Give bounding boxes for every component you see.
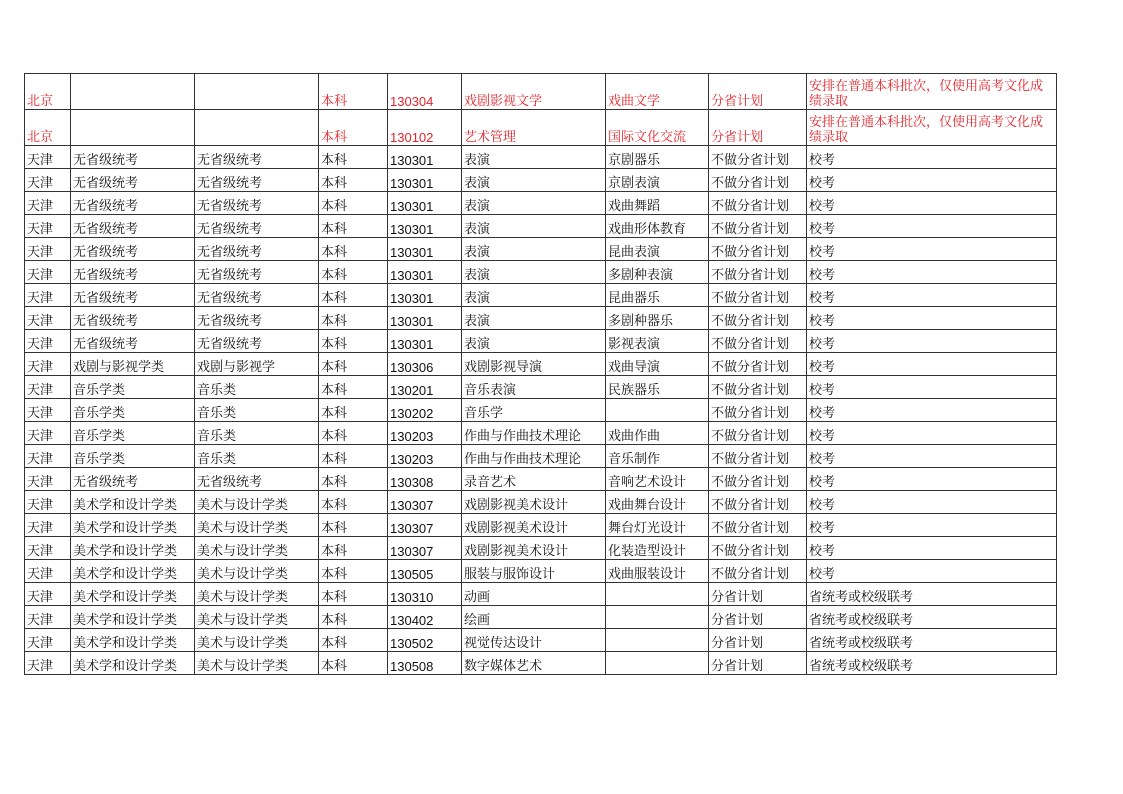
- cell-admission-method[interactable]: 校考: [807, 307, 1057, 330]
- cell-major-code[interactable]: 130301: [388, 330, 462, 353]
- cell-major-code[interactable]: 130202: [388, 399, 462, 422]
- cell-major-name[interactable]: 表演: [462, 192, 606, 215]
- cell-plan-type[interactable]: 不做分省计划: [709, 399, 807, 422]
- cell-plan-type[interactable]: 不做分省计划: [709, 192, 807, 215]
- cell-direction[interactable]: 戏曲舞蹈: [606, 192, 709, 215]
- cell-province[interactable]: 天津: [25, 514, 71, 537]
- cell-major-code[interactable]: 130301: [388, 284, 462, 307]
- cell-plan-type[interactable]: 不做分省计划: [709, 169, 807, 192]
- cell-admission-method[interactable]: 校考: [807, 238, 1057, 261]
- cell-direction[interactable]: 戏曲舞台设计: [606, 491, 709, 514]
- cell-subject-category[interactable]: 美术学和设计学类: [71, 629, 195, 652]
- cell-province[interactable]: 天津: [25, 146, 71, 169]
- table-row: [25, 583, 1057, 606]
- cell-plan-type[interactable]: 不做分省计划: [709, 146, 807, 169]
- cell-level[interactable]: 本科: [319, 629, 388, 652]
- cell-exam-category[interactable]: 戏剧与影视学: [195, 353, 319, 376]
- cell-major-code[interactable]: 130201: [388, 376, 462, 399]
- cell-direction[interactable]: 多剧种器乐: [606, 307, 709, 330]
- table-row: [25, 284, 1057, 307]
- cell-major-code[interactable]: 130502: [388, 629, 462, 652]
- cell-exam-category[interactable]: 美术与设计学类: [195, 652, 319, 675]
- cell-major-name[interactable]: 戏剧影视导演: [462, 353, 606, 376]
- cell-admission-method[interactable]: 校考: [807, 284, 1057, 307]
- cell-province[interactable]: 天津: [25, 468, 71, 491]
- cell-direction[interactable]: 昆曲器乐: [606, 284, 709, 307]
- cell-exam-category[interactable]: 音乐类: [195, 445, 319, 468]
- cell-province[interactable]: 天津: [25, 445, 71, 468]
- cell-major-name[interactable]: 艺术管理: [462, 110, 606, 146]
- cell-exam-category[interactable]: 美术与设计学类: [195, 491, 319, 514]
- table-body: [25, 74, 1057, 675]
- cell-level[interactable]: 本科: [319, 284, 388, 307]
- cell-major-code[interactable]: 130310: [388, 583, 462, 606]
- cell-admission-method[interactable]: 校考: [807, 215, 1057, 238]
- cell-direction[interactable]: [606, 399, 709, 422]
- cell-major-code[interactable]: 130307: [388, 491, 462, 514]
- cell-subject-category[interactable]: 美术学和设计学类: [71, 606, 195, 629]
- table-row: [25, 491, 1057, 514]
- cell-level[interactable]: 本科: [319, 192, 388, 215]
- cell-province[interactable]: 天津: [25, 215, 71, 238]
- table-row: [25, 537, 1057, 560]
- cell-major-name[interactable]: 录音艺术: [462, 468, 606, 491]
- cell-major-name[interactable]: 戏剧影视文学: [462, 74, 606, 110]
- cell-major-code[interactable]: 130301: [388, 307, 462, 330]
- cell-plan-type[interactable]: 不做分省计划: [709, 284, 807, 307]
- cell-subject-category[interactable]: 戏剧与影视学类: [71, 353, 195, 376]
- cell-plan-type[interactable]: 不做分省计划: [709, 261, 807, 284]
- cell-plan-type[interactable]: 不做分省计划: [709, 560, 807, 583]
- cell-major-name[interactable]: 表演: [462, 215, 606, 238]
- cell-major-code[interactable]: 130307: [388, 514, 462, 537]
- cell-plan-type[interactable]: 不做分省计划: [709, 491, 807, 514]
- cell-major-name[interactable]: 表演: [462, 146, 606, 169]
- cell-province[interactable]: 北京: [25, 110, 71, 146]
- admissions-table: [24, 73, 1057, 675]
- cell-major-code[interactable]: 130304: [388, 74, 462, 110]
- cell-level[interactable]: 本科: [319, 606, 388, 629]
- cell-plan-type[interactable]: 不做分省计划: [709, 215, 807, 238]
- cell-province[interactable]: 天津: [25, 629, 71, 652]
- cell-province[interactable]: 天津: [25, 652, 71, 675]
- table-row: [25, 261, 1057, 284]
- cell-plan-type[interactable]: 不做分省计划: [709, 537, 807, 560]
- cell-direction[interactable]: [606, 583, 709, 606]
- cell-exam-category[interactable]: 音乐类: [195, 399, 319, 422]
- table-row: [25, 353, 1057, 376]
- cell-exam-category[interactable]: 无省级统考: [195, 238, 319, 261]
- cell-admission-method[interactable]: 校考: [807, 330, 1057, 353]
- cell-exam-category[interactable]: 美术与设计学类: [195, 514, 319, 537]
- cell-subject-category[interactable]: 无省级统考: [71, 192, 195, 215]
- cell-level[interactable]: 本科: [319, 74, 388, 110]
- cell-level[interactable]: 本科: [319, 537, 388, 560]
- table-row: [25, 629, 1057, 652]
- cell-level[interactable]: 本科: [319, 468, 388, 491]
- cell-exam-category[interactable]: 音乐类: [195, 422, 319, 445]
- cell-plan-type[interactable]: 分省计划: [709, 606, 807, 629]
- cell-subject-category[interactable]: 无省级统考: [71, 169, 195, 192]
- cell-level[interactable]: 本科: [319, 307, 388, 330]
- cell-major-code[interactable]: 130508: [388, 652, 462, 675]
- cell-exam-category[interactable]: 无省级统考: [195, 284, 319, 307]
- cell-major-name[interactable]: 音乐表演: [462, 376, 606, 399]
- cell-direction[interactable]: 昆曲表演: [606, 238, 709, 261]
- cell-subject-category[interactable]: 音乐学类: [71, 422, 195, 445]
- cell-exam-category[interactable]: 美术与设计学类: [195, 583, 319, 606]
- cell-major-code[interactable]: 130308: [388, 468, 462, 491]
- cell-direction[interactable]: 化装造型设计: [606, 537, 709, 560]
- cell-admission-method[interactable]: 校考: [807, 491, 1057, 514]
- cell-admission-method[interactable]: 安排在普通本科批次，仅使用高考文化成绩录取: [807, 74, 1057, 110]
- cell-major-name[interactable]: 戏剧影视美术设计: [462, 537, 606, 560]
- cell-major-name[interactable]: 表演: [462, 307, 606, 330]
- cell-admission-method[interactable]: 校考: [807, 560, 1057, 583]
- cell-level[interactable]: 本科: [319, 445, 388, 468]
- cell-major-code[interactable]: 130306: [388, 353, 462, 376]
- cell-admission-method[interactable]: 校考: [807, 399, 1057, 422]
- cell-admission-method[interactable]: 省统考或校级联考: [807, 629, 1057, 652]
- cell-plan-type[interactable]: 分省计划: [709, 74, 807, 110]
- cell-level[interactable]: 本科: [319, 399, 388, 422]
- cell-province[interactable]: 天津: [25, 238, 71, 261]
- cell-level[interactable]: 本科: [319, 376, 388, 399]
- cell-direction[interactable]: [606, 652, 709, 675]
- table-row: [25, 169, 1057, 192]
- table-row: [25, 74, 1057, 110]
- cell-subject-category[interactable]: 无省级统考: [71, 307, 195, 330]
- cell-subject-category[interactable]: 无省级统考: [71, 215, 195, 238]
- table-row: [25, 399, 1057, 422]
- cell-major-code[interactable]: 130203: [388, 445, 462, 468]
- cell-province[interactable]: 天津: [25, 261, 71, 284]
- cell-exam-category[interactable]: 美术与设计学类: [195, 537, 319, 560]
- table-row: [25, 330, 1057, 353]
- cell-subject-category[interactable]: 美术学和设计学类: [71, 652, 195, 675]
- cell-province[interactable]: 天津: [25, 284, 71, 307]
- cell-direction[interactable]: 京剧器乐: [606, 146, 709, 169]
- cell-subject-category[interactable]: 无省级统考: [71, 284, 195, 307]
- cell-direction[interactable]: 戏曲文学: [606, 74, 709, 110]
- cell-admission-method[interactable]: 校考: [807, 468, 1057, 491]
- cell-major-code[interactable]: 130301: [388, 169, 462, 192]
- cell-major-name[interactable]: 表演: [462, 169, 606, 192]
- cell-admission-method[interactable]: 省统考或校级联考: [807, 606, 1057, 629]
- cell-major-name[interactable]: 音乐学: [462, 399, 606, 422]
- cell-plan-type[interactable]: 不做分省计划: [709, 422, 807, 445]
- cell-admission-method[interactable]: 校考: [807, 537, 1057, 560]
- cell-province[interactable]: 北京: [25, 74, 71, 110]
- cell-exam-category[interactable]: 无省级统考: [195, 330, 319, 353]
- cell-admission-method[interactable]: 省统考或校级联考: [807, 583, 1057, 606]
- cell-major-code[interactable]: 130102: [388, 110, 462, 146]
- cell-exam-category[interactable]: 无省级统考: [195, 192, 319, 215]
- cell-direction[interactable]: 戏曲导演: [606, 353, 709, 376]
- cell-direction[interactable]: 京剧表演: [606, 169, 709, 192]
- cell-exam-category[interactable]: 无省级统考: [195, 215, 319, 238]
- cell-major-code[interactable]: 130301: [388, 192, 462, 215]
- cell-major-code[interactable]: 130301: [388, 146, 462, 169]
- cell-province[interactable]: 天津: [25, 537, 71, 560]
- cell-plan-type[interactable]: 不做分省计划: [709, 307, 807, 330]
- cell-plan-type[interactable]: 不做分省计划: [709, 353, 807, 376]
- cell-admission-method[interactable]: 安排在普通本科批次，仅使用高考文化成绩录取: [807, 110, 1057, 146]
- cell-major-name[interactable]: 表演: [462, 238, 606, 261]
- cell-admission-method[interactable]: 校考: [807, 169, 1057, 192]
- cell-direction[interactable]: 国际文化交流: [606, 110, 709, 146]
- cell-direction[interactable]: 戏曲作曲: [606, 422, 709, 445]
- table-row: [25, 146, 1057, 169]
- cell-major-name[interactable]: 戏剧影视美术设计: [462, 491, 606, 514]
- cell-exam-category[interactable]: 无省级统考: [195, 146, 319, 169]
- cell-subject-category[interactable]: 无省级统考: [71, 468, 195, 491]
- cell-major-code[interactable]: 130402: [388, 606, 462, 629]
- cell-subject-category[interactable]: 美术学和设计学类: [71, 514, 195, 537]
- cell-admission-method[interactable]: 校考: [807, 445, 1057, 468]
- cell-subject-category[interactable]: [71, 110, 195, 146]
- cell-level[interactable]: 本科: [319, 583, 388, 606]
- cell-province[interactable]: 天津: [25, 330, 71, 353]
- cell-admission-method[interactable]: 校考: [807, 353, 1057, 376]
- cell-admission-method[interactable]: 校考: [807, 192, 1057, 215]
- cell-exam-category[interactable]: [195, 110, 319, 146]
- cell-subject-category[interactable]: 无省级统考: [71, 261, 195, 284]
- cell-admission-method[interactable]: 校考: [807, 422, 1057, 445]
- cell-level[interactable]: 本科: [319, 146, 388, 169]
- cell-level[interactable]: 本科: [319, 422, 388, 445]
- cell-level[interactable]: 本科: [319, 261, 388, 284]
- cell-plan-type[interactable]: 不做分省计划: [709, 330, 807, 353]
- cell-direction[interactable]: 音响艺术设计: [606, 468, 709, 491]
- table-row: [25, 238, 1057, 261]
- cell-level[interactable]: 本科: [319, 560, 388, 583]
- cell-major-code[interactable]: 130203: [388, 422, 462, 445]
- table-row: [25, 376, 1057, 399]
- table-row: [25, 307, 1057, 330]
- cell-direction[interactable]: 音乐制作: [606, 445, 709, 468]
- cell-exam-category[interactable]: [195, 74, 319, 110]
- table-row: [25, 652, 1057, 675]
- cell-major-name[interactable]: 服装与服饰设计: [462, 560, 606, 583]
- cell-major-name[interactable]: 作曲与作曲技术理论: [462, 422, 606, 445]
- cell-exam-category[interactable]: 美术与设计学类: [195, 560, 319, 583]
- cell-admission-method[interactable]: 校考: [807, 261, 1057, 284]
- cell-province[interactable]: 天津: [25, 192, 71, 215]
- cell-subject-category[interactable]: 美术学和设计学类: [71, 583, 195, 606]
- cell-direction[interactable]: [606, 629, 709, 652]
- cell-major-code[interactable]: 130301: [388, 261, 462, 284]
- table-row: [25, 445, 1057, 468]
- cell-major-code[interactable]: 130301: [388, 215, 462, 238]
- cell-plan-type[interactable]: 分省计划: [709, 110, 807, 146]
- cell-exam-category[interactable]: 无省级统考: [195, 169, 319, 192]
- cell-subject-category[interactable]: 音乐学类: [71, 399, 195, 422]
- cell-admission-method[interactable]: 省统考或校级联考: [807, 652, 1057, 675]
- cell-province[interactable]: 天津: [25, 491, 71, 514]
- cell-province[interactable]: 天津: [25, 169, 71, 192]
- cell-major-name[interactable]: 视觉传达设计: [462, 629, 606, 652]
- cell-major-name[interactable]: 表演: [462, 330, 606, 353]
- cell-level[interactable]: 本科: [319, 514, 388, 537]
- cell-exam-category[interactable]: 无省级统考: [195, 261, 319, 284]
- cell-province[interactable]: 天津: [25, 583, 71, 606]
- cell-province[interactable]: 天津: [25, 307, 71, 330]
- cell-level[interactable]: 本科: [319, 353, 388, 376]
- cell-major-name[interactable]: 表演: [462, 284, 606, 307]
- cell-major-name[interactable]: 绘画: [462, 606, 606, 629]
- cell-level[interactable]: 本科: [319, 169, 388, 192]
- cell-major-code[interactable]: 130505: [388, 560, 462, 583]
- table-row: [25, 560, 1057, 583]
- cell-major-name[interactable]: 动画: [462, 583, 606, 606]
- table-row: [25, 215, 1057, 238]
- cell-province[interactable]: 天津: [25, 560, 71, 583]
- cell-admission-method[interactable]: 校考: [807, 514, 1057, 537]
- cell-province[interactable]: 天津: [25, 399, 71, 422]
- table-row: [25, 514, 1057, 537]
- cell-level[interactable]: 本科: [319, 110, 388, 146]
- cell-plan-type[interactable]: 不做分省计划: [709, 514, 807, 537]
- cell-major-name[interactable]: 数字媒体艺术: [462, 652, 606, 675]
- cell-major-name[interactable]: 作曲与作曲技术理论: [462, 445, 606, 468]
- cell-subject-category[interactable]: 音乐学类: [71, 376, 195, 399]
- cell-subject-category[interactable]: 无省级统考: [71, 238, 195, 261]
- cell-plan-type[interactable]: 不做分省计划: [709, 238, 807, 261]
- cell-level[interactable]: 本科: [319, 238, 388, 261]
- cell-major-name[interactable]: 表演: [462, 261, 606, 284]
- cell-subject-category[interactable]: 美术学和设计学类: [71, 537, 195, 560]
- cell-province[interactable]: 天津: [25, 606, 71, 629]
- cell-direction[interactable]: 民族器乐: [606, 376, 709, 399]
- cell-admission-method[interactable]: 校考: [807, 376, 1057, 399]
- cell-direction[interactable]: 多剧种表演: [606, 261, 709, 284]
- table-row: [25, 110, 1057, 146]
- cell-subject-category[interactable]: 美术学和设计学类: [71, 560, 195, 583]
- table-row: [25, 468, 1057, 491]
- cell-level[interactable]: 本科: [319, 652, 388, 675]
- cell-province[interactable]: 天津: [25, 353, 71, 376]
- cell-exam-category[interactable]: 无省级统考: [195, 307, 319, 330]
- cell-major-code[interactable]: 130301: [388, 238, 462, 261]
- cell-plan-type[interactable]: 分省计划: [709, 629, 807, 652]
- cell-plan-type[interactable]: 分省计划: [709, 583, 807, 606]
- table-row: [25, 422, 1057, 445]
- cell-exam-category[interactable]: 美术与设计学类: [195, 629, 319, 652]
- cell-plan-type[interactable]: 不做分省计划: [709, 468, 807, 491]
- cell-direction[interactable]: 舞台灯光设计: [606, 514, 709, 537]
- cell-direction[interactable]: 影视表演: [606, 330, 709, 353]
- cell-admission-method[interactable]: 校考: [807, 146, 1057, 169]
- cell-subject-category[interactable]: 美术学和设计学类: [71, 491, 195, 514]
- cell-level[interactable]: 本科: [319, 491, 388, 514]
- cell-direction[interactable]: 戏曲形体教育: [606, 215, 709, 238]
- cell-exam-category[interactable]: 无省级统考: [195, 468, 319, 491]
- cell-direction[interactable]: 戏曲服装设计: [606, 560, 709, 583]
- cell-subject-category[interactable]: 音乐学类: [71, 445, 195, 468]
- cell-level[interactable]: 本科: [319, 330, 388, 353]
- cell-level[interactable]: 本科: [319, 215, 388, 238]
- cell-plan-type[interactable]: 不做分省计划: [709, 376, 807, 399]
- cell-exam-category[interactable]: 美术与设计学类: [195, 606, 319, 629]
- cell-province[interactable]: 天津: [25, 376, 71, 399]
- cell-province[interactable]: 天津: [25, 422, 71, 445]
- cell-plan-type[interactable]: 分省计划: [709, 652, 807, 675]
- cell-major-code[interactable]: 130307: [388, 537, 462, 560]
- cell-major-name[interactable]: 戏剧影视美术设计: [462, 514, 606, 537]
- table-row: [25, 192, 1057, 215]
- cell-direction[interactable]: [606, 606, 709, 629]
- cell-subject-category[interactable]: 无省级统考: [71, 330, 195, 353]
- cell-exam-category[interactable]: 音乐类: [195, 376, 319, 399]
- cell-subject-category[interactable]: [71, 74, 195, 110]
- table-row: [25, 606, 1057, 629]
- cell-plan-type[interactable]: 不做分省计划: [709, 445, 807, 468]
- cell-subject-category[interactable]: 无省级统考: [71, 146, 195, 169]
